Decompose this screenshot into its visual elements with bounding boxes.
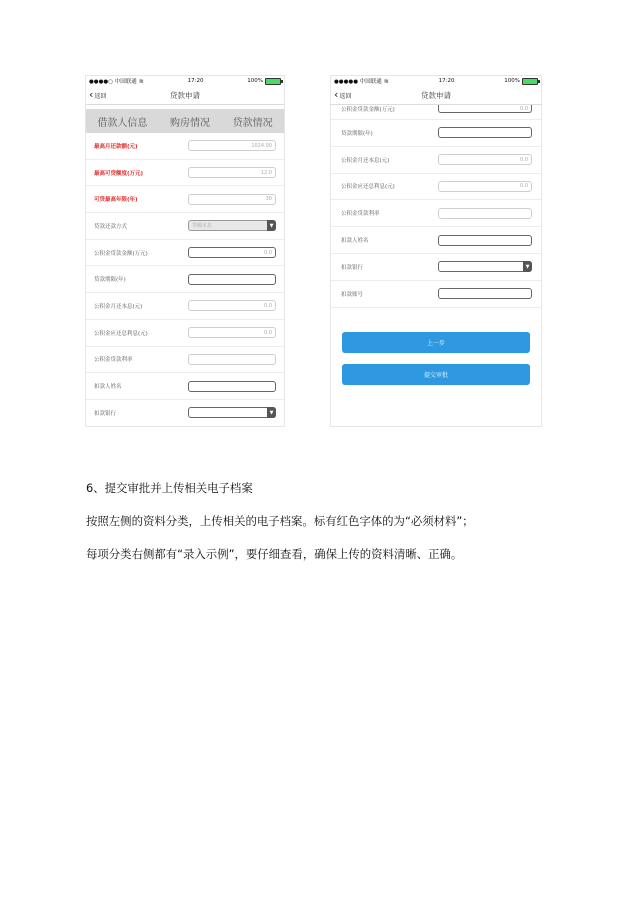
tab-house-purchase[interactable]: 购房情况 [169,117,210,129]
field-value: 等额本息 [192,223,213,230]
battery-percent: 100% [504,78,520,84]
form-row [86,293,284,320]
field-label: 公积金应还总利息(元) [341,184,395,191]
back-button[interactable] [331,87,352,101]
select-field[interactable] [438,261,532,272]
status-bar [331,76,541,86]
input-field[interactable] [188,354,276,365]
select-field[interactable] [188,407,276,418]
tab-borrower-info[interactable]: 借款人信息 [97,117,148,129]
nav-bar [331,86,541,105]
carrier-label: ●●●●● 中国联通 [334,79,382,85]
section-heading: 6、提交审批并上传相关电子档案 [86,481,253,495]
chevron-left-icon: ‹ [89,87,94,101]
form-row [86,213,284,240]
field-label: 公积金贷款金额(万元) [341,107,395,113]
form-row [86,373,284,400]
right-phone-screenshot [331,76,541,426]
form-row [331,120,541,147]
input-field[interactable] [438,288,532,299]
back-label: 返回 [339,92,352,100]
input-field[interactable] [438,127,532,138]
field-label: 最高月还款额(元) [94,143,138,150]
form-row [331,281,541,308]
field-label: 扣款银行 [341,264,364,271]
input-field[interactable] [188,300,276,311]
input-field[interactable] [188,247,276,258]
field-label: 扣款银行 [94,410,117,417]
input-field[interactable] [438,105,532,113]
field-label: 贷款期限(年) [94,277,126,284]
field-label: 公积金月还本息(元) [94,303,143,310]
wifi-icon: ≋ [138,77,144,85]
page-title: 贷款申请 [421,90,451,100]
input-field[interactable] [188,327,276,338]
form-row [86,160,284,187]
field-label: 公积金贷款利率 [341,211,380,218]
input-field[interactable] [188,194,276,205]
field-value: 0.0 [264,302,272,309]
form-row [86,133,284,160]
input-field[interactable] [438,235,532,246]
field-label: 最高可贷额度(万元) [94,170,144,177]
form-row [331,147,541,174]
back-button[interactable] [86,87,107,101]
form-row [86,400,284,426]
field-label: 公积金月还本息(元) [341,157,390,164]
paragraph-2: 每项分类右侧都有“录入示例”，要仔细查看，确保上传的资料清晰、正确。 [86,547,463,561]
form-row [86,347,284,374]
field-value: 0.0 [264,249,272,256]
form-row [86,320,284,347]
field-label: 贷款还款方式 [94,223,128,230]
form-row [86,240,284,267]
field-label: 扣款账号 [341,291,364,298]
input-field[interactable] [188,381,276,392]
form-row [86,266,284,293]
form-list [86,133,284,426]
input-field[interactable] [188,167,276,178]
field-value: 12.0 [260,169,272,176]
field-label: 贷款期限(年) [341,130,373,137]
field-value: 0.0 [520,156,528,163]
input-field[interactable] [438,154,532,165]
battery-percent: 100% [247,78,263,84]
form-row [331,174,541,201]
submit-approval-button[interactable]: 提交审批 [342,364,530,385]
previous-step-button[interactable]: 上一步 [342,332,530,353]
wifi-icon: ≋ [383,77,389,85]
form-row [86,186,284,213]
field-label: 公积金贷款金额(万元) [94,250,148,257]
form-row [331,227,541,254]
battery-icon [265,78,281,85]
chevron-down-icon: ▼ [523,261,532,272]
field-value: 1024.00 [251,142,272,149]
battery-icon [522,78,538,85]
input-field[interactable] [188,274,276,285]
field-value: 0.0 [520,183,528,190]
field-label: 公积金贷款利率 [94,357,133,364]
form-list [331,105,541,308]
chevron-left-icon: ‹ [334,87,339,101]
form-row [331,105,541,120]
input-field[interactable] [438,208,532,219]
status-bar [86,76,284,86]
form-row [331,200,541,227]
nav-bar [86,86,284,105]
field-value: 30 [265,196,272,203]
select-field[interactable] [188,220,276,231]
form-row [331,254,541,281]
status-time: 17:20 [438,78,455,84]
input-field[interactable] [438,181,532,192]
input-field[interactable] [188,140,276,151]
page-title: 贷款申请 [170,90,200,100]
field-value: 0.0 [264,329,272,336]
field-label: 扣款人姓名 [341,238,369,245]
tab-bar [86,109,284,133]
field-value: 0.0 [520,105,528,112]
field-label: 可贷最高年限(年) [94,197,138,204]
left-phone-screenshot [86,76,284,426]
chevron-down-icon: ▼ [267,407,276,418]
tab-loan-info[interactable]: 贷款情况 [232,117,273,129]
field-label: 公积金应还总利息(元) [94,330,148,337]
chevron-down-icon: ▼ [267,220,276,231]
carrier-label: ●●●●○ 中国联通 [89,79,137,85]
paragraph-1: 按照左侧的资料分类，上传相关的电子档案。标有红色字体的为“必须材料”； [86,514,474,528]
back-label: 返回 [94,92,107,100]
field-label: 扣款人姓名 [94,384,122,391]
status-time: 17:20 [187,78,204,84]
